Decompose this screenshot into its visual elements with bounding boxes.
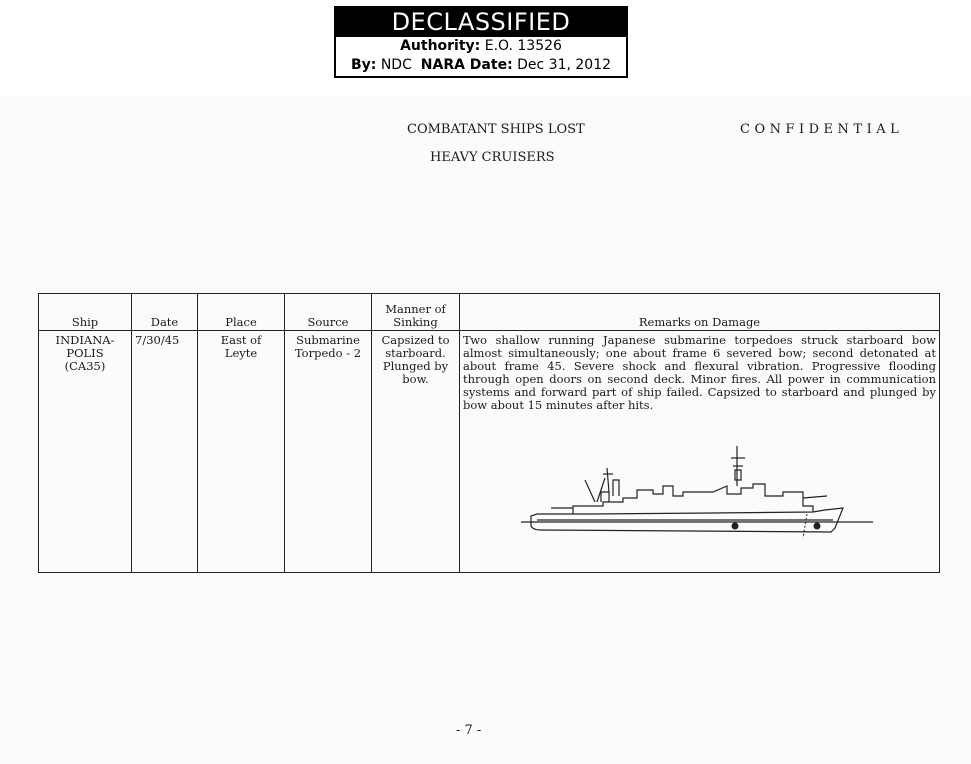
document-title: COMBATANT SHIPS LOST xyxy=(407,122,585,137)
cell-date: 7/30/45 xyxy=(132,331,198,573)
stamp-by-label: By: xyxy=(350,57,377,73)
place-line2: Leyte xyxy=(224,346,258,360)
declassified-stamp xyxy=(334,6,628,78)
cell-ship xyxy=(39,331,132,573)
stamp-title: DECLASSIFIED xyxy=(336,8,626,37)
manner-header-line2: Sinking xyxy=(393,315,438,329)
place-line1: East of xyxy=(220,333,262,347)
ships-lost-table xyxy=(38,293,940,573)
manner-line4: bow. xyxy=(402,372,429,386)
cell-remarks xyxy=(460,331,940,573)
manner-line2: starboard. xyxy=(385,346,446,360)
ship-designation: (CA35) xyxy=(64,359,106,373)
stamp-nara-value: Dec 31, 2012 xyxy=(517,57,612,73)
column-header-manner xyxy=(372,294,460,331)
stamp-by-value: NDC xyxy=(380,57,412,73)
column-header-remarks: Remarks on Damage xyxy=(460,294,940,331)
stamp-authority-value: E.O. 13526 xyxy=(484,38,562,54)
stamp-nara-label: NARA Date: xyxy=(420,57,513,73)
manner-line1: Capsized to xyxy=(381,333,450,347)
source-line1: Submarine xyxy=(296,333,360,347)
manner-line3: Plunged by xyxy=(382,359,449,373)
stamp-by-line xyxy=(336,56,626,75)
classification-mark: CONFIDENTIAL xyxy=(740,122,904,137)
ship-name-line2: POLIS xyxy=(66,346,104,360)
cell-source xyxy=(285,331,372,573)
page-number: - 7 - xyxy=(456,723,482,738)
ship-name-line1: INDIANA- xyxy=(55,333,115,347)
manner-header-line1: Manner of xyxy=(385,302,446,316)
source-line2: Torpedo - 2 xyxy=(294,346,362,360)
table-header-row xyxy=(39,294,940,331)
stamp-authority xyxy=(336,37,626,56)
column-header-place: Place xyxy=(198,294,285,331)
cell-place xyxy=(198,331,285,573)
remarks-text: Two shallow running Japanese submarine torpedoes struck starboard bow almost simultaneously; one about frame 6 severed bow; second detonated at about frame 45. Severe shock and flexural vibration. Progressive flooding through open doors on second deck. Minor fires. All power in communication systems and forward part of ship failed. Capsized to starboard and plunged by bow about 15 minutes after hits. xyxy=(463,333,936,412)
ship-silhouette-icon xyxy=(513,440,878,550)
column-header-ship: Ship xyxy=(39,294,132,331)
stamp-authority-label: Authority: xyxy=(400,38,481,54)
document-subtitle: HEAVY CRUISERS xyxy=(430,150,555,165)
cell-manner xyxy=(372,331,460,573)
column-header-source: Source xyxy=(285,294,372,331)
column-header-date: Date xyxy=(132,294,198,331)
table-row xyxy=(39,331,940,573)
